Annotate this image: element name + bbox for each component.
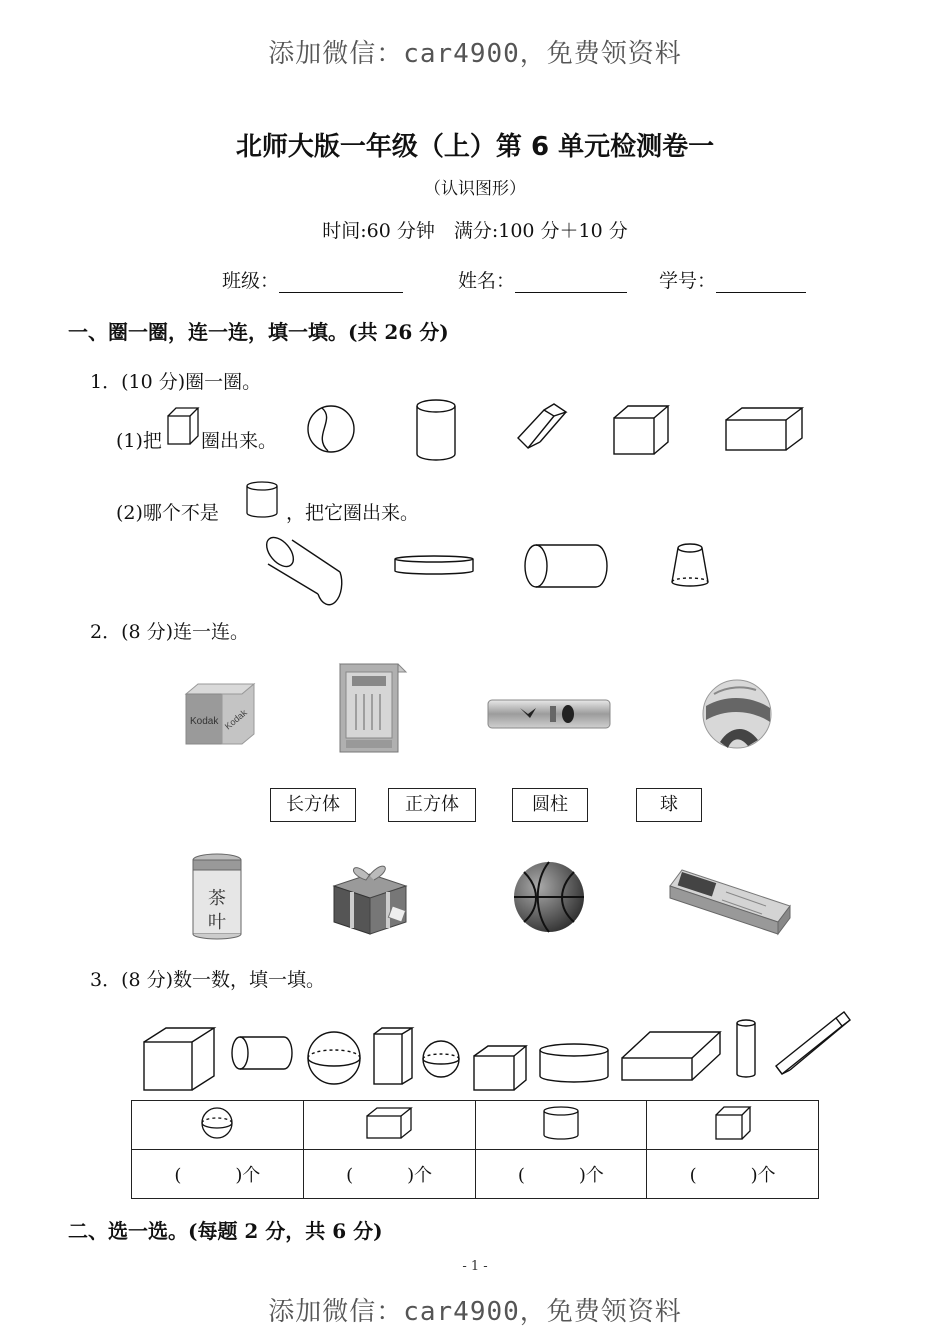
- name-field: [458, 266, 627, 293]
- name-label: 姓名：: [458, 270, 516, 292]
- gift-box-image[interactable]: [330, 856, 412, 936]
- count-cell-cuboid-icon: [303, 1101, 475, 1150]
- count-tall-cuboid: [372, 1026, 414, 1086]
- kodak-text-side: Kodak: [222, 707, 249, 732]
- student-id-label: 学号：: [659, 270, 717, 292]
- basketball-image[interactable]: [512, 860, 586, 934]
- q1-part1-suffix: 圈出来。: [201, 430, 278, 452]
- section-2-heading: 二、选一选。(每题 2 分，共 6 分): [68, 1219, 383, 1243]
- tea-can-text-1: 茶: [208, 888, 226, 909]
- student-id-field: [659, 266, 806, 293]
- count-table: [131, 1100, 819, 1199]
- label-cube[interactable]: 正方体: [388, 788, 476, 822]
- watermark-top: 添加微信：car4900，免费领资料: [268, 39, 682, 69]
- count-flat-cylinder: [538, 1042, 612, 1086]
- section-1-heading: 一、圈一圈，连一连，填一填。(共 26 分): [68, 320, 449, 344]
- page-title: 北师大版一年级（上）第 6 单元检测卷一: [235, 132, 715, 162]
- volleyball-image[interactable]: [700, 678, 776, 750]
- q1-part1-prefix: (1)把: [116, 430, 162, 452]
- count-cell-cube-icon: [647, 1101, 819, 1150]
- tea-box-image[interactable]: [336, 660, 410, 754]
- sphere-shape[interactable]: [306, 404, 356, 454]
- kodak-box-image[interactable]: [184, 680, 256, 746]
- kodak-text-front: Kodak: [190, 716, 219, 727]
- cuboid-shape[interactable]: [724, 406, 804, 452]
- class-blank[interactable]: [279, 272, 403, 293]
- count-cell-sphere-icon: [132, 1101, 304, 1150]
- q1-part2-prefix: (2)哪个不是: [116, 502, 219, 524]
- class-field: [222, 266, 403, 293]
- page-subtitle: （认识图形）: [424, 179, 526, 199]
- cylinder-icon: [541, 1105, 581, 1141]
- tea-can-text-2: 叶: [208, 912, 226, 933]
- count-thin-cylinder: [734, 1018, 760, 1080]
- tea-can-image[interactable]: [190, 852, 246, 940]
- cylinder-icon-inline: [244, 480, 282, 520]
- question-2-label: 2．(8 分)连一连。: [90, 621, 250, 643]
- cube-icon: [714, 1105, 752, 1141]
- sphere-icon: [199, 1105, 235, 1141]
- badminton-tube-image[interactable]: [484, 696, 614, 732]
- count-sphere-2: [420, 1040, 464, 1080]
- label-cuboid[interactable]: 长方体: [270, 788, 356, 822]
- cylinder-shape[interactable]: [414, 398, 458, 462]
- cuboid-icon: [365, 1106, 413, 1140]
- count-answer-cylinder[interactable]: ( )个: [475, 1150, 647, 1199]
- count-answer-cube[interactable]: ( )个: [647, 1150, 819, 1199]
- tilted-cylinder-shape[interactable]: [264, 532, 346, 598]
- exam-meta: 时间:60 分钟 满分:100 分＋10 分: [322, 220, 628, 242]
- count-cube-2: [472, 1044, 530, 1092]
- watermark-bottom: 添加微信：car4900，免费领资料: [268, 1297, 682, 1327]
- horizontal-cylinder-shape[interactable]: [522, 542, 610, 590]
- flat-cylinder-shape[interactable]: [392, 554, 476, 578]
- count-answer-sphere[interactable]: ( )个: [132, 1150, 304, 1199]
- count-cylinder-horizontal: [230, 1034, 296, 1072]
- count-flat-cuboid: [620, 1030, 724, 1082]
- cube-icon-inline: [166, 404, 200, 446]
- q1-part2-suffix: ，把它圈出来。: [286, 502, 420, 524]
- count-table-icon-row: [132, 1101, 819, 1150]
- name-blank[interactable]: [515, 272, 627, 293]
- class-label: 班级：: [222, 270, 280, 292]
- count-sphere-1: [306, 1030, 364, 1086]
- count-answer-cuboid[interactable]: ( )个: [303, 1150, 475, 1199]
- frustum-shape[interactable]: [668, 542, 714, 590]
- count-cube-1: [142, 1026, 218, 1092]
- cube-shape[interactable]: [612, 404, 670, 456]
- tilted-cuboid-shape[interactable]: [514, 404, 570, 454]
- count-table-answer-row: [132, 1150, 819, 1199]
- count-long-cuboid: [774, 1010, 854, 1086]
- question-3-label: 3．(8 分)数一数，填一填。: [90, 969, 326, 991]
- label-sphere[interactable]: 球: [636, 788, 702, 822]
- label-cylinder[interactable]: 圆柱: [512, 788, 588, 822]
- gum-pack-image[interactable]: [666, 862, 792, 942]
- student-id-blank[interactable]: [716, 272, 806, 293]
- count-cell-cylinder-icon: [475, 1101, 647, 1150]
- page-number: - 1 -: [462, 1259, 488, 1274]
- question-1-label: 1．(10 分)圈一圈。: [90, 371, 262, 393]
